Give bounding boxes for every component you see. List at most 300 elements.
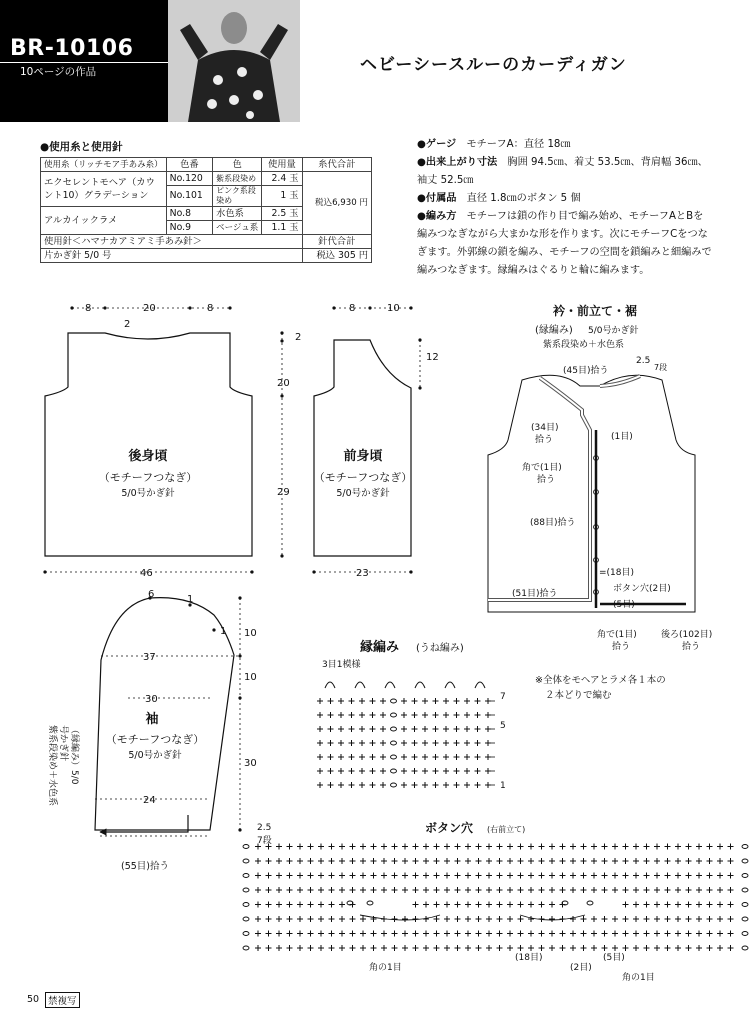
stitch-mark bbox=[392, 916, 398, 922]
back-body-motif: （モチーフつなぎ） bbox=[98, 471, 198, 484]
size-value: 胸囲 94.5㎝、着丈 53.5㎝、背肩幅 36㎝、 bbox=[507, 157, 708, 168]
edging-note-1: ※全体をモヘアとラメ各１本の bbox=[535, 675, 666, 686]
stitch-mark bbox=[381, 945, 387, 951]
stitch-mark bbox=[255, 931, 261, 937]
stitch-mark bbox=[381, 873, 387, 879]
stitch-mark bbox=[497, 916, 503, 922]
stitch-mark bbox=[349, 754, 355, 760]
stitch-mark bbox=[623, 902, 629, 908]
gauge-value: モチーフA：直径 18㎝ bbox=[466, 139, 571, 150]
chain-mark bbox=[391, 727, 397, 731]
collar-diagram bbox=[488, 375, 695, 612]
picot-mark bbox=[475, 682, 485, 688]
stitch-mark bbox=[308, 931, 314, 937]
stitch-mark bbox=[507, 887, 513, 893]
stitch-mark bbox=[297, 844, 303, 850]
stitch-mark bbox=[413, 916, 419, 922]
stitch-mark bbox=[633, 945, 639, 951]
stitch-mark bbox=[717, 916, 723, 922]
stitch-mark bbox=[707, 931, 713, 937]
stitch-mark bbox=[728, 945, 734, 951]
stitch-mark bbox=[464, 740, 470, 746]
stitch-mark bbox=[276, 873, 282, 879]
stitch-mark bbox=[507, 931, 513, 937]
stitch-mark bbox=[454, 726, 460, 732]
stitch-mark bbox=[339, 945, 345, 951]
stitch-mark bbox=[623, 945, 629, 951]
stitch-mark bbox=[423, 902, 429, 908]
stitch-mark bbox=[475, 726, 481, 732]
stitch-mark bbox=[413, 887, 419, 893]
sleeve-dim-1a: 1 bbox=[187, 594, 194, 605]
chain-mark bbox=[243, 888, 249, 892]
chain-mark bbox=[243, 845, 249, 849]
stitch-mark bbox=[360, 945, 366, 951]
stitch-mark bbox=[475, 754, 481, 760]
stitch-mark bbox=[507, 873, 513, 879]
sleeve-dim-h30: 30 bbox=[244, 758, 257, 769]
stitch-mark bbox=[654, 844, 660, 850]
stitch-mark bbox=[276, 902, 282, 908]
collar-corner2-pick: 拾う bbox=[612, 642, 631, 652]
stitch-mark bbox=[308, 945, 314, 951]
stitch-mark bbox=[539, 887, 545, 893]
chain-mark bbox=[742, 874, 748, 878]
back-body-diagram bbox=[45, 333, 252, 556]
stitch-mark bbox=[454, 754, 460, 760]
stitch-mark bbox=[328, 698, 334, 704]
stitch-mark bbox=[675, 902, 681, 908]
stitch-mark bbox=[287, 902, 293, 908]
sleeve-dim-30: 30 bbox=[145, 694, 158, 705]
chain-mark bbox=[243, 859, 249, 863]
stitch-mark bbox=[287, 858, 293, 864]
stitch-mark bbox=[401, 782, 407, 788]
size-label: ●出来上がり寸法 bbox=[417, 157, 498, 168]
buttonhole-18: (18目) bbox=[515, 953, 543, 963]
stitch-mark bbox=[476, 887, 482, 893]
stitch-mark bbox=[297, 931, 303, 937]
edging-note-2: ２本どりで編む bbox=[545, 690, 612, 701]
stitch-mark bbox=[528, 945, 534, 951]
stitch-mark bbox=[654, 931, 660, 937]
stitch-mark bbox=[276, 887, 282, 893]
stitch-mark bbox=[549, 873, 555, 879]
stitch-mark bbox=[359, 782, 365, 788]
stitch-mark bbox=[560, 887, 566, 893]
stitch-mark bbox=[633, 873, 639, 879]
stitch-mark bbox=[349, 726, 355, 732]
stitch-mark bbox=[507, 902, 513, 908]
chain-mark bbox=[367, 901, 373, 905]
page-title: ヘビーシースルーのカーディガン bbox=[360, 55, 627, 75]
stitch-mark bbox=[443, 712, 449, 718]
stitch-mark bbox=[360, 887, 366, 893]
stitch-mark bbox=[518, 844, 524, 850]
stitch-mark bbox=[497, 902, 503, 908]
stitch-mark bbox=[318, 916, 324, 922]
stitch-mark bbox=[686, 902, 692, 908]
stitch-mark bbox=[644, 844, 650, 850]
stitch-mark bbox=[717, 945, 723, 951]
yarn2-no2: No.9 bbox=[166, 221, 212, 235]
stitch-mark bbox=[328, 782, 334, 788]
stitch-mark bbox=[359, 754, 365, 760]
size-line-2: 袖丈 52.5㎝ bbox=[417, 175, 474, 186]
stitch-mark bbox=[507, 858, 513, 864]
stitch-mark bbox=[560, 858, 566, 864]
stitch-mark bbox=[675, 931, 681, 937]
stitch-mark bbox=[707, 873, 713, 879]
stitch-mark bbox=[329, 887, 335, 893]
stitch-mark bbox=[465, 873, 471, 879]
back-dim-8b: 8 bbox=[207, 303, 214, 314]
stitch-mark bbox=[486, 916, 492, 922]
stitch-mark bbox=[443, 698, 449, 704]
stitch-mark bbox=[728, 916, 734, 922]
stitch-mark bbox=[422, 754, 428, 760]
stitch-mark bbox=[728, 858, 734, 864]
stitch-mark bbox=[444, 931, 450, 937]
back-dim-h20: 20 bbox=[277, 378, 290, 389]
stitch-mark bbox=[549, 931, 555, 937]
stitch-mark bbox=[602, 945, 608, 951]
stitch-mark bbox=[707, 887, 713, 893]
stitch-mark bbox=[528, 873, 534, 879]
stitch-mark bbox=[623, 931, 629, 937]
buttonhole-stitch-chart bbox=[243, 844, 748, 952]
stitch-mark bbox=[422, 726, 428, 732]
front-dim-12: 12 bbox=[426, 352, 439, 363]
stitch-mark bbox=[413, 945, 419, 951]
stitch-mark bbox=[560, 844, 566, 850]
stitch-mark bbox=[464, 782, 470, 788]
stitch-mark bbox=[591, 945, 597, 951]
stitch-mark bbox=[464, 698, 470, 704]
stitch-mark bbox=[318, 902, 324, 908]
sleeve-dim-h10b: 10 bbox=[244, 672, 257, 683]
sleeve-dim-6: 6 bbox=[148, 589, 155, 600]
stitch-mark bbox=[413, 931, 419, 937]
stitch-mark bbox=[465, 945, 471, 951]
stitch-mark bbox=[497, 945, 503, 951]
yarn1-amount2: 1 玉 bbox=[262, 186, 302, 207]
stitch-mark bbox=[412, 782, 418, 788]
stitch-mark bbox=[612, 844, 618, 850]
price-col-header: 糸代合計 bbox=[302, 158, 371, 172]
front-dim-10: 10 bbox=[387, 303, 400, 314]
stitch-mark bbox=[308, 858, 314, 864]
collar-sub-2: 紫系段染め＋水色系 bbox=[543, 340, 625, 350]
chain-mark bbox=[243, 932, 249, 936]
stitch-mark bbox=[329, 916, 335, 922]
stitch-mark bbox=[465, 844, 471, 850]
yarn-col-header: 使用糸（リッチモア手あみ糸） bbox=[41, 158, 167, 172]
stitch-mark bbox=[476, 858, 482, 864]
buttonhole-5: (5目) bbox=[603, 953, 625, 963]
stitch-mark bbox=[317, 740, 323, 746]
stitch-mark bbox=[422, 712, 428, 718]
back-dim-8a: 8 bbox=[85, 303, 92, 314]
stitch-mark bbox=[308, 916, 314, 922]
stitch-mark bbox=[328, 740, 334, 746]
stitch-mark bbox=[602, 873, 608, 879]
stitch-mark bbox=[370, 698, 376, 704]
stitch-mark bbox=[623, 873, 629, 879]
accessory-value: 直径 1.8㎝のボタン 5 個 bbox=[466, 193, 581, 204]
stitch-mark bbox=[360, 931, 366, 937]
collar-sub-1: (縁編み) bbox=[535, 325, 573, 336]
stitch-mark bbox=[329, 873, 335, 879]
stitch-mark bbox=[560, 873, 566, 879]
method-text-4: 編みつなぎます。縁編みはぐるりと輪に編みます。 bbox=[417, 265, 650, 276]
stitch-mark bbox=[633, 858, 639, 864]
sleeve-name: 袖 bbox=[145, 712, 159, 727]
stitch-mark bbox=[581, 873, 587, 879]
stitch-mark bbox=[728, 844, 734, 850]
chain-mark bbox=[742, 917, 748, 921]
sleeve-edge-label-1: （縁編み）5/0 bbox=[69, 725, 79, 785]
stitch-mark bbox=[518, 858, 524, 864]
stitch-mark bbox=[266, 945, 272, 951]
stitch-mark bbox=[360, 873, 366, 879]
sleeve-motif: （モチーフつなぎ） bbox=[105, 733, 205, 746]
stitch-mark bbox=[539, 945, 545, 951]
front-body-diagram bbox=[314, 340, 411, 556]
method-text-1: モチーフは鎖の作り目で編み始め、モチーフAとBを bbox=[466, 211, 704, 222]
stitch-mark bbox=[444, 887, 450, 893]
stitch-mark bbox=[444, 873, 450, 879]
stitch-mark bbox=[455, 931, 461, 937]
stitch-mark bbox=[707, 858, 713, 864]
stitch-mark bbox=[381, 844, 387, 850]
back-neck-2: 2 bbox=[124, 319, 131, 330]
yarn2-amount1: 2.5 玉 bbox=[262, 207, 302, 221]
stitch-mark bbox=[465, 931, 471, 937]
stitch-mark bbox=[623, 916, 629, 922]
stitch-mark bbox=[339, 902, 345, 908]
stitch-mark bbox=[654, 873, 660, 879]
stitch-mark bbox=[644, 902, 650, 908]
stitch-mark bbox=[528, 916, 534, 922]
stitch-mark bbox=[486, 902, 492, 908]
stitch-mark bbox=[455, 916, 461, 922]
stitch-mark bbox=[297, 916, 303, 922]
amount-col-header: 使用量 bbox=[262, 158, 302, 172]
sleeve-edge-label-2: 号かぎ針 bbox=[58, 725, 68, 762]
stitch-mark bbox=[443, 726, 449, 732]
stitch-mark bbox=[381, 887, 387, 893]
stitch-mark bbox=[539, 931, 545, 937]
stitch-mark bbox=[528, 931, 534, 937]
stitch-mark bbox=[602, 858, 608, 864]
stitch-mark bbox=[412, 726, 418, 732]
chain-mark bbox=[243, 946, 249, 950]
stitch-mark bbox=[581, 887, 587, 893]
stitch-mark bbox=[413, 873, 419, 879]
sleeve-dim-37: 37 bbox=[143, 652, 156, 663]
stitch-mark bbox=[444, 945, 450, 951]
stitch-mark bbox=[370, 712, 376, 718]
stitch-mark bbox=[402, 916, 408, 922]
stitch-mark bbox=[371, 844, 377, 850]
front-dim-2: 2 bbox=[295, 332, 302, 343]
stitch-mark bbox=[371, 858, 377, 864]
collar-18: =(18目) bbox=[599, 568, 635, 578]
chain-mark bbox=[587, 901, 593, 905]
buttonhole-corner: 角の1目 bbox=[369, 963, 402, 973]
stitch-mark bbox=[392, 858, 398, 864]
stitch-mark bbox=[665, 916, 671, 922]
stitch-mark bbox=[276, 858, 282, 864]
stitch-mark bbox=[696, 873, 702, 879]
edging-stitch-chart bbox=[317, 682, 495, 788]
stitch-mark bbox=[371, 931, 377, 937]
sleeve-dim-2-5: 2.5 bbox=[257, 823, 272, 833]
stitch-mark bbox=[465, 902, 471, 908]
stitch-mark bbox=[359, 768, 365, 774]
stitch-mark bbox=[255, 916, 261, 922]
stitch-mark bbox=[349, 782, 355, 788]
stitch-mark bbox=[433, 740, 439, 746]
picot-mark bbox=[445, 682, 455, 688]
stitch-mark bbox=[454, 782, 460, 788]
yarn2-amount2: 1.1 玉 bbox=[262, 221, 302, 235]
stitch-mark bbox=[401, 768, 407, 774]
collar-corner: 角で(1目) bbox=[522, 463, 562, 473]
collar-51-pick: (51目)拾う bbox=[512, 589, 558, 599]
stitch-mark bbox=[454, 698, 460, 704]
stitch-mark bbox=[402, 945, 408, 951]
stitch-mark bbox=[349, 740, 355, 746]
needle-name: 片かぎ針 5/0 号 bbox=[41, 249, 303, 263]
stitch-mark bbox=[444, 844, 450, 850]
stitch-mark bbox=[623, 887, 629, 893]
picot-mark bbox=[355, 682, 365, 688]
stitch-mark bbox=[696, 844, 702, 850]
stitch-mark bbox=[464, 754, 470, 760]
stitch-mark bbox=[350, 916, 356, 922]
buttonhole-corner-2: 角の1目 bbox=[622, 973, 655, 983]
stitch-mark bbox=[707, 916, 713, 922]
stitch-mark bbox=[518, 902, 524, 908]
page-reference: 10ページの作品 bbox=[20, 66, 97, 78]
stitch-mark bbox=[350, 873, 356, 879]
chain-mark bbox=[243, 917, 249, 921]
method-text-3: ぎます。外郭線の鎖を編み、モチーフの空間を鎖編みと細編みで bbox=[417, 247, 712, 258]
stitch-mark bbox=[297, 945, 303, 951]
stitch-mark bbox=[297, 902, 303, 908]
stitch-mark bbox=[392, 931, 398, 937]
stitch-mark bbox=[359, 726, 365, 732]
stitch-mark bbox=[443, 754, 449, 760]
stitch-mark bbox=[591, 887, 597, 893]
stitch-mark bbox=[443, 782, 449, 788]
sleeve-hook: 5/0号かぎ針 bbox=[128, 750, 182, 761]
stitch-mark bbox=[328, 754, 334, 760]
stitch-mark bbox=[675, 858, 681, 864]
chain-mark bbox=[742, 903, 748, 907]
stitch-mark bbox=[360, 916, 366, 922]
stitch-mark bbox=[623, 844, 629, 850]
front-body-name: 前身頃 bbox=[343, 449, 383, 464]
stitch-mark bbox=[423, 858, 429, 864]
stitch-mark bbox=[549, 858, 555, 864]
stitch-mark bbox=[686, 916, 692, 922]
stitch-mark bbox=[507, 916, 513, 922]
stitch-mark bbox=[371, 945, 377, 951]
stitch-mark bbox=[266, 873, 272, 879]
stitch-mark bbox=[707, 902, 713, 908]
stitch-mark bbox=[266, 858, 272, 864]
stitch-mark bbox=[475, 698, 481, 704]
stitch-mark bbox=[339, 887, 345, 893]
stitch-mark bbox=[507, 945, 513, 951]
stitch-mark bbox=[317, 712, 323, 718]
picot-mark bbox=[385, 682, 395, 688]
stitch-mark bbox=[465, 887, 471, 893]
stitch-mark bbox=[433, 782, 439, 788]
stitch-mark bbox=[434, 902, 440, 908]
stitch-mark bbox=[338, 698, 344, 704]
stitch-mark bbox=[612, 887, 618, 893]
edging-row-1: 1 bbox=[500, 781, 506, 791]
collar-34-pick: 拾う bbox=[535, 435, 554, 445]
stitch-mark bbox=[654, 945, 660, 951]
stitch-mark bbox=[380, 698, 386, 704]
stitch-mark bbox=[423, 844, 429, 850]
stitch-mark bbox=[475, 740, 481, 746]
stitch-mark bbox=[359, 698, 365, 704]
stitch-mark bbox=[464, 726, 470, 732]
chain-mark bbox=[391, 699, 397, 703]
collar-title: 衿・前立て・裾 bbox=[552, 304, 638, 318]
stitch-mark bbox=[497, 844, 503, 850]
stitch-mark bbox=[413, 844, 419, 850]
stitch-mark bbox=[696, 916, 702, 922]
stitch-mark bbox=[370, 740, 376, 746]
stitch-mark bbox=[475, 768, 481, 774]
picot-mark bbox=[415, 682, 425, 688]
sleeve-dim-7-rows: 7段 bbox=[257, 836, 272, 846]
stitch-mark bbox=[434, 873, 440, 879]
stitch-mark bbox=[612, 945, 618, 951]
stitch-mark bbox=[528, 858, 534, 864]
stitch-mark bbox=[371, 873, 377, 879]
stitch-mark bbox=[696, 887, 702, 893]
stitch-mark bbox=[464, 768, 470, 774]
stitch-mark bbox=[287, 873, 293, 879]
collar-back-102: 後ろ(102目) bbox=[661, 630, 713, 640]
stitch-mark bbox=[717, 887, 723, 893]
needle-header: 使用針＜ハマナカアミアミ手あみ針＞ bbox=[41, 235, 303, 249]
stitch-mark bbox=[454, 740, 460, 746]
collar-2-5: 2.5 bbox=[636, 356, 651, 366]
stitch-mark bbox=[497, 858, 503, 864]
edging-row-7: 7 bbox=[500, 692, 506, 702]
stitch-mark bbox=[412, 712, 418, 718]
stitch-mark bbox=[665, 887, 671, 893]
stitch-mark bbox=[339, 844, 345, 850]
stitch-mark bbox=[359, 740, 365, 746]
stitch-mark bbox=[443, 768, 449, 774]
back-dim-46: 46 bbox=[140, 568, 153, 579]
stitch-mark bbox=[665, 844, 671, 850]
stitch-mark bbox=[338, 726, 344, 732]
stitch-mark bbox=[370, 782, 376, 788]
yarn1-no2: No.101 bbox=[166, 186, 212, 207]
stitch-mark bbox=[297, 858, 303, 864]
